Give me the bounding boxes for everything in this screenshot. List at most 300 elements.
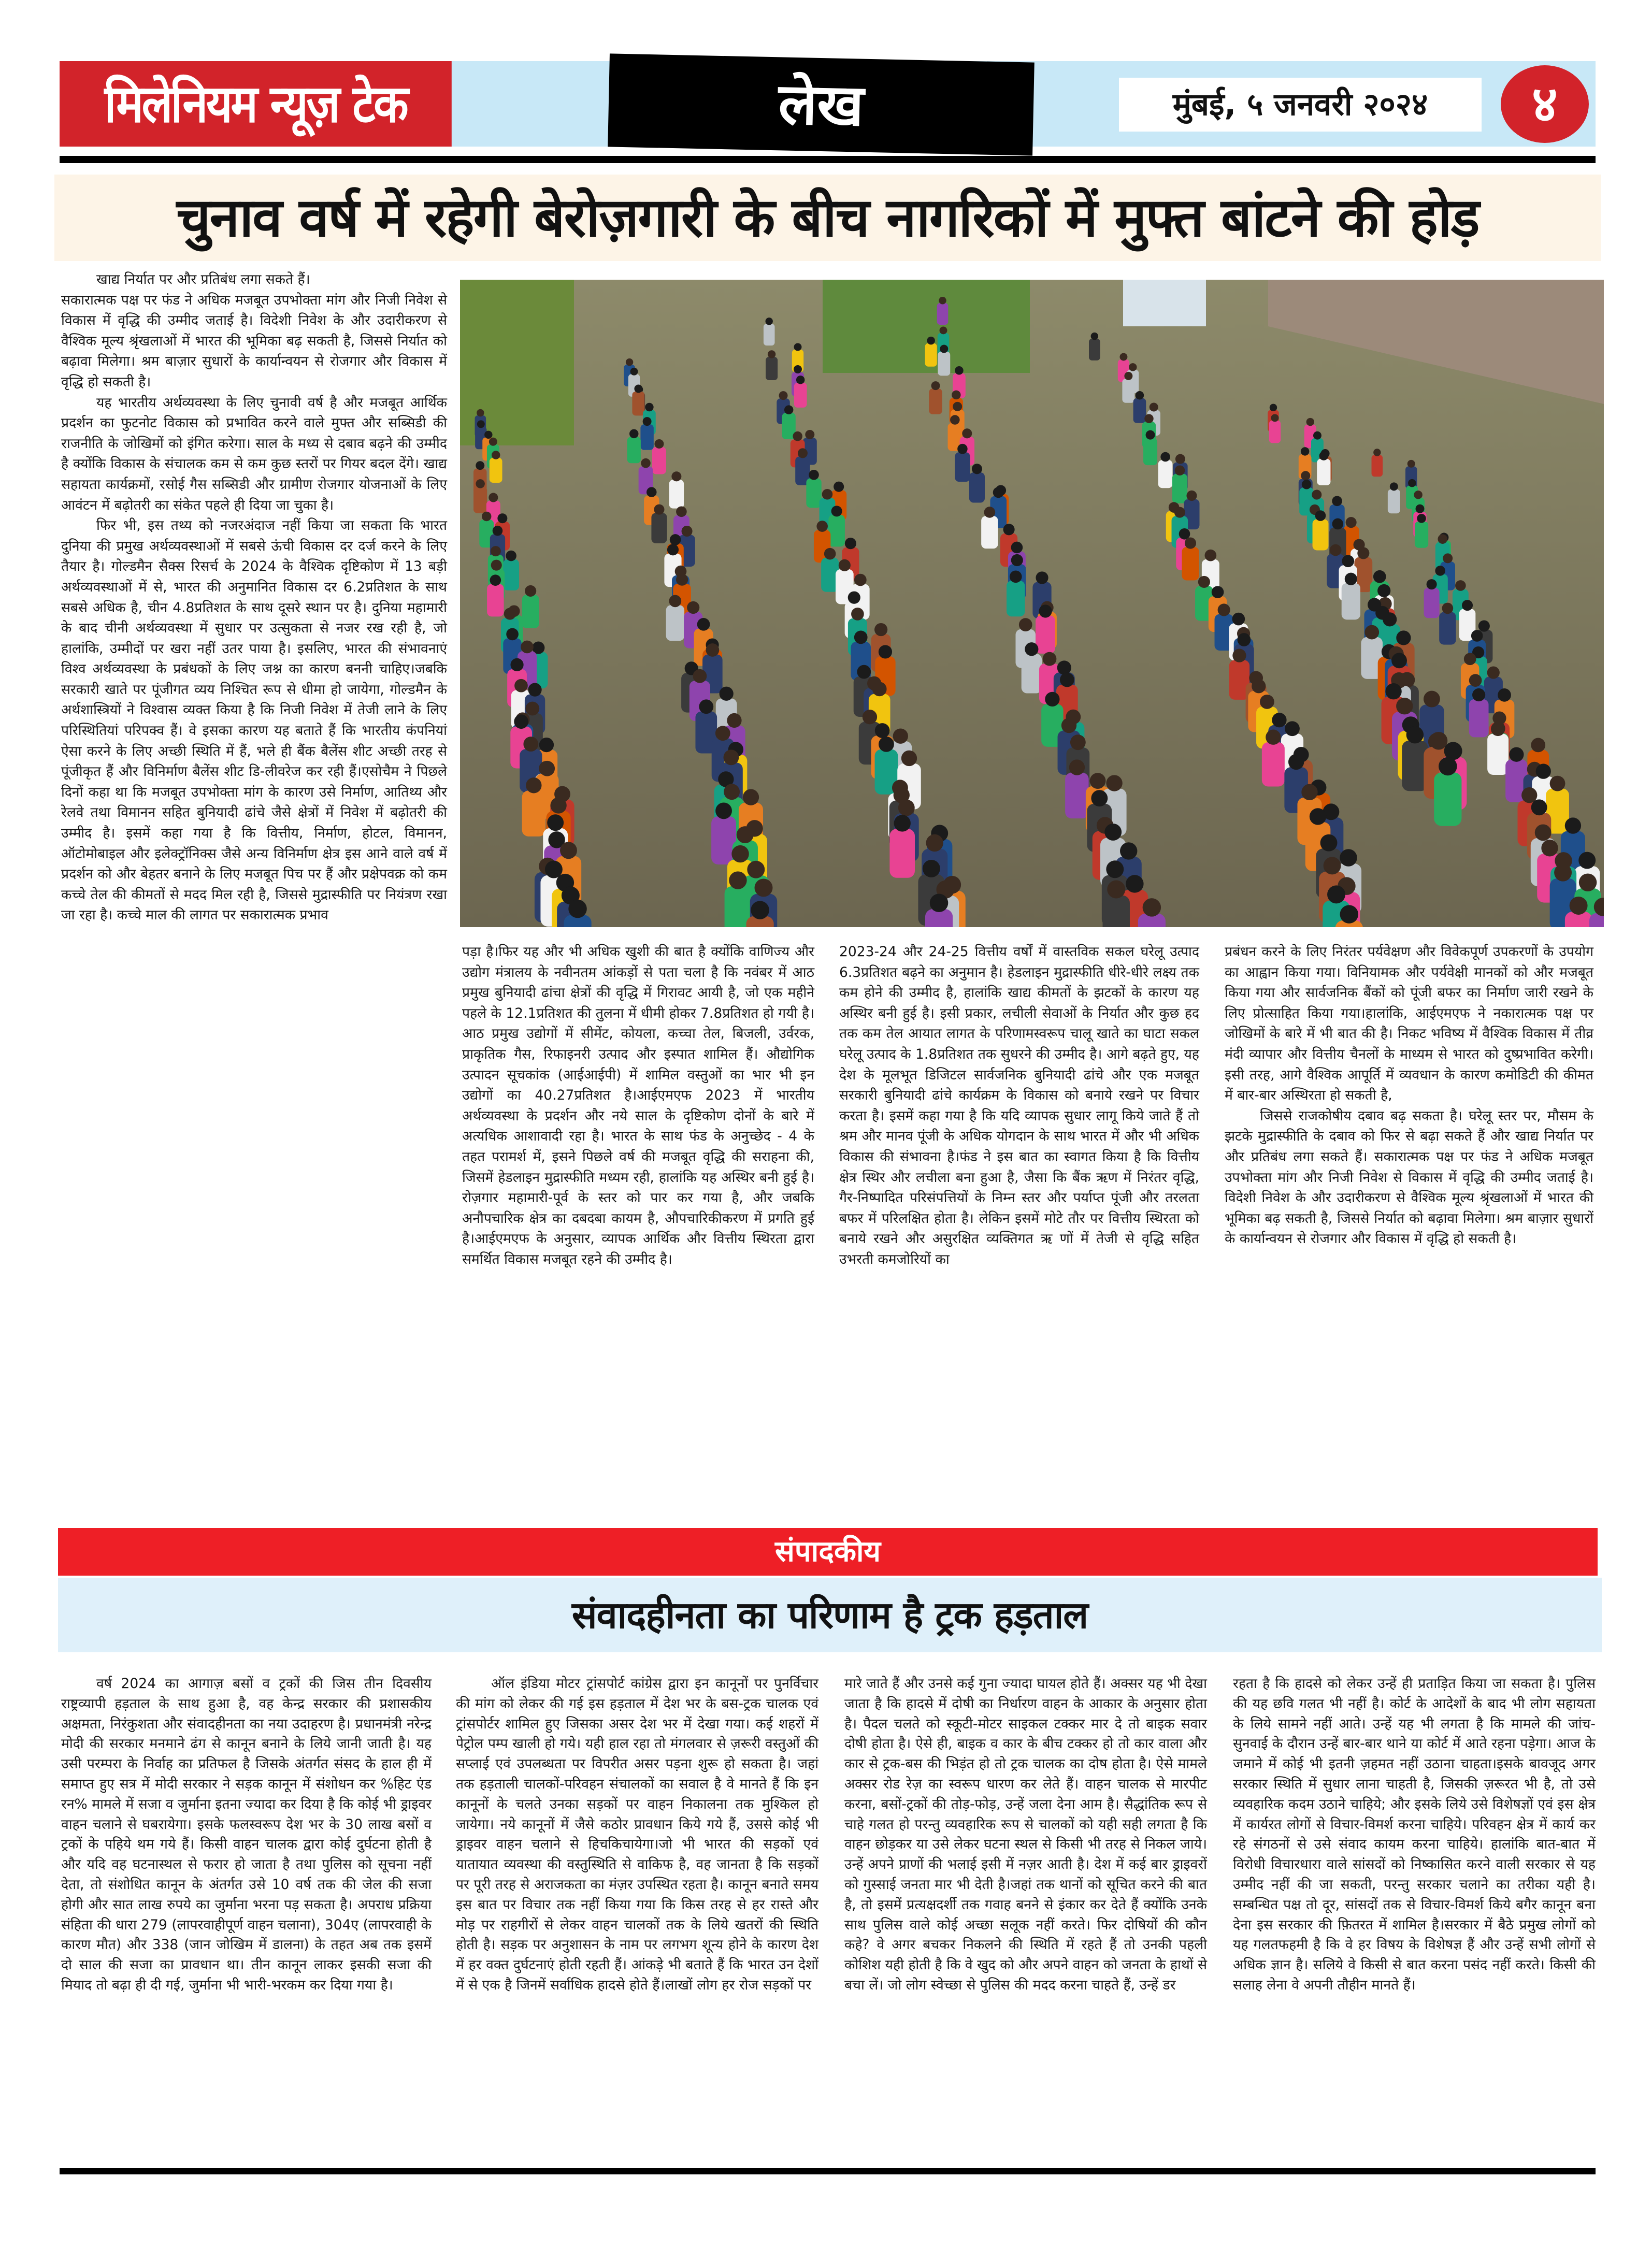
person-head: [794, 343, 802, 351]
person-head: [1430, 732, 1447, 749]
person-head: [654, 504, 664, 515]
person-head: [671, 471, 681, 481]
person-head: [490, 574, 501, 586]
person-head: [525, 702, 539, 716]
person-figure: [652, 447, 666, 474]
person-head: [492, 451, 500, 459]
person-head: [1541, 840, 1558, 856]
person-figure: [1269, 421, 1281, 443]
person-head: [1312, 490, 1321, 500]
person-head: [1319, 451, 1328, 460]
person-head: [1550, 776, 1565, 791]
person-head: [497, 513, 507, 523]
person-figure: [929, 388, 942, 414]
person-figure: [640, 424, 653, 450]
person-head: [863, 710, 877, 724]
dateline: मुंबई, ५ जनवरी २०२४: [1119, 78, 1482, 132]
person-head: [634, 385, 642, 393]
person-figure: [522, 595, 539, 628]
person-head: [560, 842, 577, 859]
person-head: [1536, 763, 1551, 778]
person-head: [1406, 726, 1424, 743]
person-head: [1252, 679, 1266, 693]
person-head: [1342, 555, 1354, 567]
person-head: [952, 391, 960, 399]
person-head: [755, 878, 773, 897]
person-head: [1003, 524, 1015, 535]
person-figure: [1424, 588, 1440, 618]
person-figure: [1143, 438, 1157, 466]
person-figure: [1036, 615, 1055, 654]
article-paragraph: सकारात्मक पक्ष पर फंड ने अधिक मजबूत उपभोक्ता मांग और निजी निवेश से विकास में वृद्धि की उम्मीद जताई है। विदेशी निवेश के और उदारीकरण से वैश्विक मूल्य श्रृंखलाओं में भारत की भूमिका बढ़ सकती है, जिससे निर्यात को बढ़ावा मिलेगा। श्रम बाज़ार सुधारों के कार्यान्वयन से रोजगार और विकास में वृद्धि हो सकती है।: [61, 292, 447, 390]
editorial-paragraph: वर्ष 2024 का आगाज़ बसों व ट्रकों की जिस तीन दिवसीय राष्ट्रव्यापी हड़ताल के साथ हुआ है, वह केन्द्र सरकार की प्रशासकीय अक्षमता, निरंकुशता और संवादहीनता का नया उदाहरण है। प्रधानमंत्री नरेन्द्र मोदी की सरकार मनमाने ढंग से कानून बनाने के लिये जानी जाती है। यह उसी परम्परा के निर्वाह का प्रतिफल है जिसके अंतर्गत संसद के हाल ही में समाप्त हुए सत्र में मोदी सरकार ने सड़क कानून में संशोधन कर %हिट एंड रन% मामले में सजा व जुर्माना इतना ज्यादा कर दिया है कि कोई भी ड्राइवर वाहन चलाने से घबरायेगा। इसके फलस्वरूप देश भर के 30 लाख बसों व ट्रकों के पहिये थम गये हैं। किसी वाहन चालक द्वारा कोई दुर्घटना होती है और यदि वह घटनास्थल से फरार हो जाता है तथा पुलिस को सूचना नहीं देता, तो संशोधित कानून के अंतर्गत उसे 10 वर्ष तक की जेल की सजा होगी और सात लाख रुपये का जुर्माना भरना पड़ सकता है। अपराध प्रक्रिया संहिता की धारा 279 (लापरवाहीपूर्ण वाहन चलाना), 304ए (लापरवाही के कारण मौत) और 338 (जान जोखिम में डालना) के तहत अब तक इसमें दो साल की सजा का प्रावधान था। तीन कानून लाकर इसकी सजा की मियाद तो बढ़ा ही दी गई, जुर्माना भी भारी-भरकम कर दिया गया है।: [61, 1676, 432, 1993]
person-head: [477, 420, 485, 428]
person-head: [1417, 514, 1426, 523]
person-head: [1396, 698, 1413, 714]
person-figure: [937, 303, 949, 325]
person-figure: [669, 480, 684, 509]
editorial-section-banner: संपादकीय: [58, 1528, 1598, 1576]
crowd-queue-photo: [460, 280, 1604, 927]
person-head: [506, 551, 516, 561]
person-head: [630, 368, 638, 376]
person-figure: [1487, 734, 1509, 775]
person-head: [1104, 824, 1122, 841]
article-column-4: [1225, 942, 1593, 1517]
article-paragraph: यह भारतीय अर्थव्यवस्था के लिए चुनावी वर्ष है और मजबूत आर्थिक प्रदर्शन का फुटनोट विकास को प्रभावित करने वाले मुफ्त और सब्सिडी की राजनीति के जोखिमों को इंगित करेगा। साल के मध्य से दबाव बढ़ने की उम्मीद है क्योंकि विकास के संचालक कम से कम कुछ स्तरों पर गियर बदल देंगे। खाद्य सहायता कार्यक्रमों, रसोई गैस सब्सिडी और ग्रामीण रोजगार योजनाओं के लिए आवंटन में बढ़ोतरी का संकेत पहले ही दिया जा चुका है।: [61, 394, 447, 513]
person-figure: [503, 559, 519, 590]
person-head: [879, 737, 894, 752]
person-figure: [794, 383, 807, 408]
person-head: [872, 682, 887, 696]
person-head: [1174, 507, 1185, 518]
person-head: [1332, 518, 1343, 530]
person-figure: [1469, 699, 1489, 738]
person-figure: [1415, 522, 1428, 548]
person-head: [984, 507, 996, 518]
editorial-paragraph: मारे जाते हैं और उनसे कई गुना ज्यादा घायल होते हैं। अक्सर यह भी देखा जाता है कि हादसे में दोषी का निर्धारण वाहन के आकार के अनुसार होता है। पैदल चलते को स्कूटी-मोटर साइकल टक्कर मार दे तो बाइक सवार दोषी होता है। ऐसे ही, बाइक व कार के बीच टक्कर हो तो कार वाला और कार से ट्रक-बस की भिड़ंत हो तो ट्रक चालक का दोष होता है। ऐसे मामले अक्सर रोड रेज़ का स्वरूप धारण कर लेते हैं। वाहन चालक से मारपीट करना, बसों-ट्रकों की तोड़-फोड़, उन्हें जला देना आम है। सैद्धांतिक रूप से चाहे गलत हो परन्तु व्यवहारिक रूप से चालकों को यही सही लगता है कि वाहन छोड़कर या उसे लेकर घटना स्थल से किसी भी तरह से निकल जाये। उन्हें अपने प्राणों की भलाई इसी में नज़र आती है। देश में कई बार ड्राइवरों को गुस्साई जनता मार भी देती है।जहां तक थानों को सूचित करने की बात है, तो इसमें प्रत्यक्षदर्शी तक गवाह बनने से इंकार कर देते हैं क्योंकि उनके साथ पुलिस वाले कोई अच्छा सलूक नहीं करते। फिर दोषियों की कौन कहे? वे अगर बचकर निकलने की स्थिति में रहते हैं तो उनकी पहली कोशिश यही होती है कि वे खुद को और अपने वाहन को जनता के हाथों से बचा लें। जो लोग स्वेच्छा से पुलिस की मदद करना चाहते हैं, उन्हें डर: [844, 1676, 1207, 1993]
person-head: [1271, 414, 1278, 422]
person-figure: [473, 487, 487, 513]
person-head: [727, 713, 741, 728]
article-paragraph: जिससे राजकोषीय दबाव बढ़ सकता है। घरेलू स्तर पर, मौसम के झटके मुद्रास्फीति के दबाव को फिर से बढ़ा सकते हैं और खाद्य निर्यात पर और प्रतिबंध लगा सकते हैं। सकारात्मक पक्ष पर फंड ने अधिक मजबूत उपभोक्ता मांग और निजी निवेश से विकास में वृद्धि की उम्मीद जताई है। विदेशी निवेश के और उदारीकरण से वैश्विक मूल्य श्रृंखलाओं में भारत की भूमिका बढ़ सकती है, जिससे निर्यात को बढ़ावा मिलेगा। श्रम बाज़ार सुधारों के कार्यान्वयन से रोजगार और विकास में वृद्धि हो सकती है।: [1225, 1107, 1593, 1247]
person-head: [1124, 372, 1132, 380]
person-head: [822, 489, 833, 500]
person-head: [1011, 554, 1023, 566]
person-head: [1301, 784, 1317, 800]
person-head: [1143, 898, 1161, 916]
person-head: [687, 601, 699, 614]
person-head: [1011, 542, 1023, 554]
person-figure: [806, 478, 821, 508]
person-figure: [1317, 459, 1330, 485]
person-head: [796, 376, 805, 384]
person-head: [766, 318, 773, 325]
person-head: [1439, 757, 1457, 775]
person-head: [667, 544, 679, 555]
headline-banner: [54, 175, 1601, 261]
person-head: [720, 687, 734, 701]
person-figure: [1372, 455, 1383, 477]
person-head: [1364, 625, 1379, 640]
person-figure: [1122, 379, 1134, 403]
person-figure: [889, 829, 915, 878]
person-figure: [627, 437, 641, 463]
person-figure: [925, 343, 937, 367]
person-head: [715, 802, 732, 819]
person-figure: [1133, 398, 1146, 423]
person-figure: [1103, 896, 1130, 927]
person-figure: [1089, 339, 1100, 360]
person-head: [1129, 363, 1137, 371]
person-head: [1036, 571, 1048, 584]
person-head: [1373, 570, 1386, 583]
person-head: [1175, 465, 1185, 475]
person-head: [794, 365, 802, 373]
person-head: [1160, 452, 1170, 462]
person-head: [731, 845, 749, 862]
person-head: [927, 337, 935, 344]
person-figure: [938, 352, 950, 376]
person-head: [839, 559, 851, 571]
person-figure: [1262, 742, 1285, 787]
person-head: [1144, 414, 1153, 423]
person-head: [1106, 775, 1122, 791]
person-head: [523, 737, 538, 752]
person-head: [1478, 621, 1490, 632]
person-head: [1455, 580, 1466, 591]
person-head: [729, 871, 746, 889]
person-head: [526, 777, 541, 793]
person-head: [940, 326, 947, 334]
person-head: [676, 574, 688, 586]
person-head: [476, 461, 484, 470]
person-head: [901, 751, 917, 766]
person-head: [699, 699, 713, 714]
person-figure: [828, 515, 845, 547]
person-head: [1464, 653, 1476, 665]
person-head: [874, 623, 887, 636]
person-head: [654, 439, 664, 449]
person-head: [1232, 613, 1245, 626]
person-figure: [1182, 547, 1199, 581]
person-head: [854, 631, 868, 644]
person-head: [1025, 642, 1038, 656]
person-head: [682, 526, 693, 537]
person-head: [1554, 864, 1572, 882]
article-column-1: [61, 269, 447, 1518]
person-head: [1218, 603, 1230, 616]
person-head: [1090, 773, 1106, 789]
person-head: [1579, 873, 1597, 891]
person-head: [898, 800, 915, 816]
person-head: [1472, 688, 1485, 701]
person-head: [1462, 600, 1473, 611]
person-head: [476, 479, 484, 488]
person-head: [491, 546, 501, 556]
person-figure: [764, 324, 775, 345]
person-figure: [1022, 654, 1042, 694]
person-head: [670, 534, 681, 545]
editorial-column-1: [61, 1674, 432, 2161]
person-head: [1471, 630, 1483, 642]
article-headline: चुनाव वर्ष में रहेगी बेरोज़गारी के बीच नागरिकों में मुफ्त बांटने की होड़: [176, 186, 1479, 249]
person-head: [1288, 754, 1304, 770]
person-head: [1509, 747, 1524, 762]
person-head: [1498, 688, 1511, 702]
person-head: [1424, 691, 1440, 708]
person-head: [514, 679, 528, 693]
person-head: [1198, 576, 1210, 588]
person-head: [1383, 612, 1397, 626]
person-head: [1345, 573, 1357, 585]
person-head: [514, 714, 528, 729]
person-head: [798, 448, 808, 458]
person-head: [1212, 586, 1224, 598]
person-head: [1185, 538, 1196, 549]
person-head: [1373, 449, 1381, 456]
person-head: [848, 592, 860, 604]
person-head: [1270, 404, 1277, 411]
person-head: [1091, 790, 1108, 806]
person-head: [824, 548, 836, 560]
person-head: [955, 366, 963, 374]
person-head: [1578, 852, 1596, 869]
person-head: [768, 350, 775, 358]
person-figure: [1439, 612, 1456, 645]
person-head: [1146, 430, 1155, 440]
person-head: [1443, 553, 1453, 563]
person-head: [893, 729, 908, 744]
person-head: [1438, 534, 1447, 544]
person-figure: [522, 790, 546, 837]
person-head: [1107, 881, 1125, 899]
person-head: [547, 814, 564, 831]
person-head: [1069, 759, 1085, 775]
person-head: [1019, 618, 1032, 631]
person-head: [851, 608, 864, 621]
person-head: [1302, 480, 1312, 489]
person-head: [477, 409, 484, 416]
person-head: [1301, 471, 1310, 480]
masthead: [60, 61, 1596, 147]
person-head: [940, 345, 948, 353]
person-head: [697, 618, 710, 631]
person-head: [1150, 402, 1158, 411]
person-head: [1175, 454, 1185, 464]
person-head: [1408, 479, 1416, 487]
person-head: [1487, 666, 1500, 679]
person-figure: [1007, 581, 1025, 616]
person-head: [1435, 566, 1445, 576]
person-head: [484, 431, 492, 439]
person-head: [1232, 648, 1246, 662]
person-head: [1427, 579, 1437, 589]
editorial-title: संवादहीनता का परिणाम है ट्रक हड़ताल: [571, 1593, 1088, 1637]
article-column-2: [462, 942, 814, 1517]
person-head: [1442, 603, 1454, 614]
person-head: [1272, 713, 1286, 727]
editorial-column-2: [456, 1674, 818, 2161]
person-head: [809, 470, 819, 480]
person-head: [1306, 418, 1314, 426]
person-head: [1260, 695, 1274, 709]
editorial-column-4: [1233, 1674, 1596, 2161]
person-head: [1010, 571, 1022, 583]
person-head: [641, 458, 651, 468]
person-head: [1106, 860, 1124, 878]
editorial-column-3: [844, 1674, 1207, 2161]
person-figure: [969, 472, 985, 503]
person-head: [1057, 660, 1071, 674]
person-head: [1266, 730, 1281, 745]
person-head: [645, 403, 653, 411]
person-head: [568, 900, 586, 918]
person-head: [926, 834, 943, 852]
person-head: [857, 665, 871, 679]
person-head: [724, 749, 739, 765]
article-paragraph: फिर भी, इस तथ्य को नजरअंदाज नहीं किया जा सकता कि भारत दुनिया की प्रमुख अर्थव्यवस्थाओं में सबसे ऊंची विकास दर दर्ज करने के लिए तैयार है। गोल्डमैन सैक्स रिसर्च के 2024 के वैश्विक दृष्टिकोण में 13 बड़ी अर्थव्यवस्थाओं में से, भारत की अनुमानित विकास दर 6.2प्रतिशत के साथ सबसे अधिक है, चीन 4.8प्रतिशत के साथ दूसरे स्थान पर है। दुनिया महामारी के बाद चीनी अर्थव्यवस्था में सुधार पर उत्सुकता से नजर रख रही है, जो हालांकि, उम्मीदों पर खरा नहीं उतर पाया है। इसलिए, भारत की संभावनाएं विश्व अर्थव्यवस्था के प्रबंधकों के लिए जश्न का कारण बननी चाहिए।जबकि सरकारी खाते पर पूंजीगत व्यय निश्चित रूप से धीमा हो जायेगा, गोल्डमैन के अर्थशास्त्रियों ने विश्वास व्यक्त किया है कि निजी निवेश में तेजी लाने के लिए परिस्थितियां परिपक्व हैं। वे इसका कारण यह बताते हैं कि भारतीय कंपनियां ऐसा करने के लिए अच्छी स्थिति में हैं, भले ही बैंक बैलेंस शीट अच्छी तरह से पूंजीकृत हैं और विनिर्माण बैलेंस शीट डि-लीवरेज कर रही हैं।एसोचैम ने पिछले दिनों कहा था कि मजबूत उपभोक्ता मांग के कारण उसे निर्माण, आतिथ्य और रेलवे तथा विमानन सहित बुनियादी ढांचे जैसे क्षेत्रों में निवेश में बढ़ोतरी की उम्मीद है। इसमें कहा गया है कि वित्तीय, निर्माण, होटल, विमानन, ऑटोमोबाइल और इलेक्ट्रॉनिक्स जैसे अन्य विनिर्माण क्षेत्र इस आने वाले वर्ष में प्रदर्शन को और बेहतर बनाने के लिए मजबूत पिच पर हैं और प्रक्षेपवक्र को कम कच्चे तेल की कीमतों से मदद मिल रही है, जिससे मुद्रास्फीति पर नियंत्रण रखा जा रहा है। कच्चे माल की लागत पर सकारात्मक प्रभाव: [61, 517, 447, 924]
person-head: [1407, 460, 1415, 468]
person-head: [693, 669, 707, 683]
person-head: [676, 506, 687, 517]
person-head: [1491, 722, 1505, 736]
person-figure: [1388, 489, 1400, 514]
person-head: [793, 431, 802, 441]
editorial-paragraph: रहता है कि हादसे को लेकर उन्हें ही प्रताड़ित किया जा सकता है। पुलिस की यह छवि गलत भी नहीं है। कोर्ट के आदेशों के बाद भी लोग सहायता के लिये सामने नहीं आते। उन्हें यह भी लगता है कि मामले की जांच-सुनवाई के दौरान उन्हें बार-बार थाने या कोर्ट में आते रहना पड़ेगा। आज के जमाने में कोई भी इतनी ज़हमत नहीं उठाना चाहता।इसके बावजूद अगर सरकार स्थिति में सुधार लाना चाहती है, जिसकी ज़रूरत भी है, तो उसे व्यवहारिक कदम उठाने चाहिये; और इसके लिये उसे विशेषज्ञों एवं इस क्षेत्र में कार्यरत लोगों से विचार-विमर्श करना चाहिये। परिवहन क्षेत्र में कार्य कर रहे संगठनों से उसे संवाद कायम करना चाहिये। हालांकि बात-बात में विरोधी विचारधारा वाले सांसदों को निष्कासित करने वाली सरकार से यह उम्मीद नहीं की जा सकती, परन्तु सरकार चलाने का तरीका यही है। सम्बन्धित पक्ष तो दूर, सांसदों तक से विचार-विमर्श किये बगैर कानून बना देना इस सरकार की फ़ितरत में शामिल है।सरकार में बैठे प्रमुख लोगों को यह गलतफहमी है कि वे हर विषय के विशेषज्ञ हैं और उन्हें सभी लोगों से अधिक ज्ञान है। सलिये वे किसी से बात करना पसंद नहीं करते। किसी की सलाह लेना वे अपनी तौहीन मानते हैं।: [1233, 1676, 1596, 1993]
person-head: [1120, 842, 1137, 859]
person-head: [993, 487, 1004, 498]
person-head: [706, 643, 720, 657]
person-head: [1045, 692, 1059, 706]
person-head: [1313, 431, 1321, 440]
person-head: [805, 430, 814, 439]
section-label: लेख: [608, 53, 1035, 155]
article-paragraph: खाद्य निर्यात पर और प्रतिबंध लगा सकते हैं।: [96, 271, 310, 287]
person-figure: [766, 357, 778, 380]
person-head: [930, 894, 948, 912]
person-head: [1070, 734, 1086, 750]
person-head: [1396, 630, 1411, 645]
person-head: [506, 628, 519, 641]
article-paragraph: 2023-24 और 24-25 वित्तीय वर्षों में वास्तविक सकल घरेलू उत्पाद 6.3प्रतिशत बढ़ने का अनुमान है। हेडलाइन मुद्रास्फीति धीरे-धीरे लक्ष्य तक कम होने की उम्मीद है, हालांकि खाद्य कीमतों के झटकों के कारण यह अस्थिर बनी हुई है। इसी प्रकार, लचीली सेवाओं के निर्यात और कुछ हद तक कम तेल आयात लागत के परिणामस्वरूप चालू खाते का घाटा सकल घरेलू उत्पाद के 1.8प्रतिशत तक सुधरने की उम्मीद है। आगे बढ़ते हुए, यह देश के मूलभूत डिजिटल सार्वजनिक बुनियादी ढांचे और एक मजबूत सरकारी बुनियादी ढांचे कार्यक्रम के विकास को बनाये रखने पर विचार करता है। इसमें कहा गया है कि यदि व्यापक सुधार लागू किये जाते हैं तो श्रम और मानव पूंजी के अधिक योगदान के साथ भारत में और भी अधिक विकास की संभावना है।फंड ने इस बात का स्वागत किया है कि वित्तीय क्षेत्र स्थिर और लचीला बना हुआ है, जैसा कि बैंक ऋण में निरंतर वृद्धि, गैर-निष्पादित परिसंपत्तियों के निम्न स्तर और पर्याप्त पूंजी और तरलता बफर में परिलक्षित होता है। लेकिन इसमें मोटे तौर पर वित्तीय स्थिरता को बनाये रखने और असुरक्षित व्यक्तिगत ऋ णों में तेजी से वृद्धि सहित उभरती कमजोरियों का: [839, 944, 1199, 1267]
article-paragraph: पड़ा है।फिर यह और भी अधिक खुशी की बात है क्योंकि वाणिज्य और उद्योग मंत्रालय के नवीनतम आंकड़ों से पता चला है कि नवंबर में आठ प्रमुख बुनियादी ढांचा क्षेत्रों की वृद्धि में गिरावट आयी है, जो एक महीने पहले के 12.1प्रतिशत की तुलना में धीमी होकर 7.8प्रतिशत हो गयी है। आठ प्रमुख उद्योगों में सीमेंट, कोयला, कच्चा तेल, बिजली, उर्वरक, प्राकृतिक गैस, रिफाइनरी उत्पाद और इस्पात शामिल हैं। औद्योगिक उत्पादन सूचकांक (आईआईपी) में शामिल वस्तुओं का भार भी इन उद्योगों का 40.27प्रतिशत है।आईएमएफ 2023 में भारतीय अर्थव्यवस्था के प्रदर्शन और नये साल के दृष्टिकोण दोनों के बारे में अत्यधिक आशावादी रहा है। भारत के साथ फंड के अनुच्छेद - 4 के तहत परामर्श में, इसने पिछले वर्ष की मजबूत वृद्धि की सराहना की, जिसमें हेडलाइन मुद्रास्फीति मध्यम रही, हालांकि यह अस्थिर बनी हुई है। रोज़गार महामारी-पूर्व के स्तर को पार कर गया है, और जबकि अनौपचारिक क्षेत्र का दबदबा कायम है, औपचारिकीकरण में प्रगति हुई है।आईएमएफ के अनुसार, व्यापक आर्थिक और वित्तीय स्थिरता द्वारा समर्थित विकास मजबूत रहने की उम्मीद है।: [462, 944, 814, 1267]
top-divider: [60, 156, 1596, 163]
person-head: [1385, 683, 1401, 699]
person-head: [1301, 447, 1309, 455]
person-head: [525, 585, 536, 597]
person-head: [647, 487, 657, 497]
person-head: [831, 506, 842, 516]
person-head: [845, 538, 856, 549]
person-head: [1238, 633, 1251, 646]
person-head: [894, 815, 911, 831]
person-head: [1091, 333, 1098, 340]
person-head: [1320, 834, 1338, 852]
person-head: [1469, 674, 1482, 687]
person-head: [784, 405, 793, 414]
person-head: [528, 683, 541, 697]
person-head: [1119, 353, 1127, 361]
person-head: [1043, 652, 1057, 666]
person-figure: [1342, 583, 1360, 620]
article-paragraph: प्रबंधन करने के लिए निरंतर पर्यवेक्षण और विवेकपूर्ण उपकरणों के उपयोग का आह्वान किया गया। विनियामक और पर्यवेक्षी मानकों को और मजबूत किया गया और सार्वजनिक बैंकों को पूंजी बफर का निर्माण जारी रखने के लिए प्रोत्साहित किया गया।हालांकि, आईएमएफ ने नकारात्मक पक्ष पर जोखिमों के बारे में भी बात की है। निकट भविष्य में वैश्विक विकास में तीव्र मंदी व्यापार और वित्तीय चैनलों के माध्यम से भारत को दुष्प्रभावित करेगी। इसी तरह, आगे वैश्विक आपूर्ति में व्यवधान के कारण कमोडिटी की कीमत में बार-बार अस्थिरता हो सकती है,: [1225, 944, 1593, 1104]
person-head: [1126, 875, 1143, 892]
person-head: [962, 428, 972, 438]
person-head: [1315, 510, 1326, 521]
person-head: [491, 560, 502, 571]
person-head: [482, 512, 492, 522]
person-head: [834, 482, 844, 492]
person-head: [1310, 808, 1326, 825]
person-head: [1186, 491, 1197, 501]
editorial-paragraph: ऑल इंडिया मोटर ट्रांसपोर्ट कांग्रेस द्वारा इन कानूनों पर पुनर्विचार की मांग को लेकर की गई इस हड़ताल में देश भर के बस-ट्रक चालक एवं ट्रांसपोर्टर शामिल हुए जिसका असर देश भर में देखा गया। कई शहरों में पेट्रोल पम्प खाली हो गये। यही हाल रहा तो मंगलवार से ज़रूरी वस्तुओं की सप्लाई एवं उपलब्धता पर विपरीत असर पड़ना शुरू हो सकता है। जहां तक हड़ताली चालकों-परिवहन संचालकों का सवाल है वे मानते हैं कि इन कानूनों के चलते उनका सड़कों पर वाहन निकालना तक मुश्किल हो जायेगा। नये कानूनों में जैसे कठोर प्रावधान किये गये हैं, उससे कोई भी ड्राइवर वाहन चलाने से हिचकिचायेगा।जो भी भारत की सड़कों एवं यातायात व्यवस्था की वस्तुस्थिति से वाकिफ है, वह जानता है कि सड़कों पर पूरी तरह से अराजकता का मंज़र उपस्थित रहता है। कानून बनाते समय इस बात पर विचार तक नहीं किया गया कि किस तरह से हर रास्ते और मोड़ पर राहगीरों से लेकर वाहन चालकों तक के लिये खतरों की स्थिति होती है। सड़क पर अनुशासन के नाम पर लगभग शून्य होने के कारण देश में हर वक्त दुर्घटनाएं होती रहती हैं। आंकड़े भी बताते हैं कि भारत उन देशों में से एक है जिनमें सर्वाधिक हादसे होते हैं।लाखों लोग हर रोज सड़कों पर: [456, 1676, 818, 1993]
person-figure: [651, 513, 667, 543]
person-head: [1531, 738, 1545, 753]
person-head: [854, 574, 867, 586]
bottom-divider: [60, 2168, 1596, 2174]
person-head: [939, 297, 946, 304]
person-head: [875, 723, 890, 738]
editorial-title-banner: [58, 1578, 1602, 1652]
person-figure: [1172, 474, 1187, 503]
person-head: [493, 526, 503, 536]
person-head: [724, 784, 740, 800]
person-head: [1061, 718, 1076, 733]
person-head: [972, 464, 982, 474]
person-head: [1535, 824, 1552, 841]
person-figure: [490, 458, 502, 483]
person-head: [1332, 496, 1342, 507]
person-head: [747, 861, 765, 878]
person-head: [504, 608, 516, 620]
person-head: [1346, 517, 1357, 528]
building: [1123, 280, 1206, 326]
person-head: [489, 438, 497, 446]
person-head: [931, 381, 940, 390]
person-head: [715, 726, 730, 741]
person-head: [953, 402, 962, 411]
person-head: [1324, 857, 1341, 874]
person-head: [1136, 391, 1144, 399]
person-head: [1570, 897, 1588, 915]
person-figure: [1313, 519, 1329, 550]
person-figure: [1434, 772, 1461, 826]
person-head: [957, 444, 968, 454]
person-head: [1531, 799, 1547, 815]
person-head: [1357, 547, 1369, 559]
person-head: [950, 415, 960, 425]
person-head: [1327, 885, 1345, 903]
person-head: [879, 645, 892, 658]
person-head: [489, 493, 498, 502]
person-head: [629, 429, 638, 438]
person-figure: [981, 516, 998, 549]
person-head: [1330, 544, 1342, 556]
person-head: [626, 358, 633, 366]
person-head: [539, 738, 554, 752]
article-column-3: [839, 942, 1199, 1517]
person-head: [1391, 653, 1407, 668]
person-figure: [955, 452, 970, 482]
person-head: [1377, 584, 1390, 597]
person-head: [1340, 849, 1357, 866]
person-head: [1390, 482, 1398, 491]
person-head: [669, 595, 682, 608]
person-head: [1414, 491, 1422, 499]
person-head: [743, 789, 759, 805]
person-head: [1060, 673, 1074, 687]
